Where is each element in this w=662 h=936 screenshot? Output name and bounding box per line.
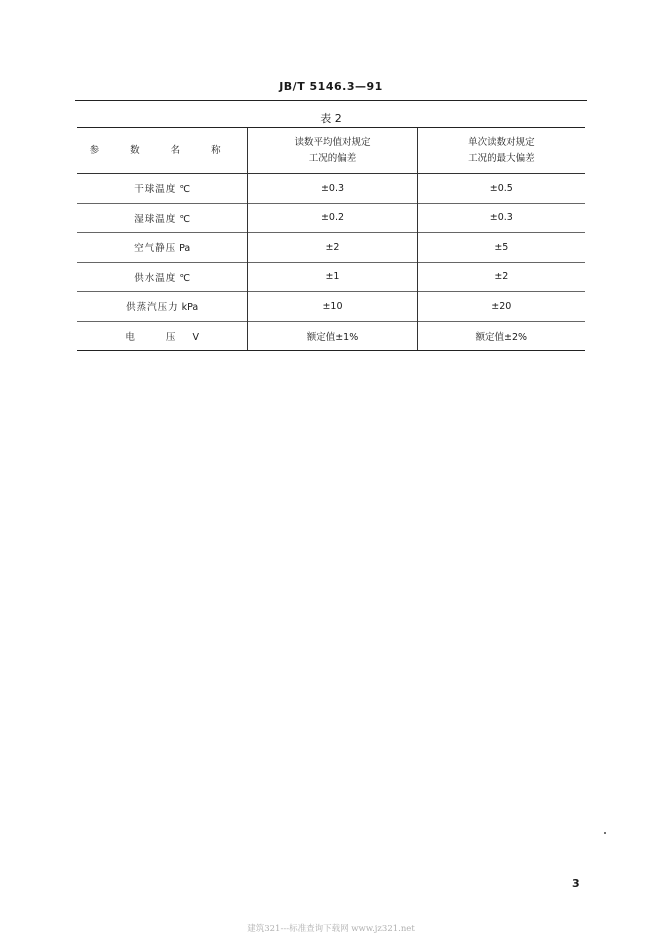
column-header-max-line-2: 工况的最大偏差 (468, 152, 535, 164)
document-header: JB/T 5146.3—91 (279, 80, 383, 93)
parameter-name: 供水温度 (134, 272, 177, 284)
max-deviation-cell: ±0.3 (417, 203, 585, 233)
average-deviation-cell: ±2 (248, 233, 417, 263)
average-deviation-cell: ±0.3 (248, 174, 417, 204)
max-deviation-cell: ±2 (417, 262, 585, 292)
table-row (77, 174, 585, 204)
max-deviation-cell: ±0.5 (417, 174, 585, 204)
parameter-unit: V (192, 331, 199, 343)
parameter-cell (77, 292, 248, 322)
header-rule (75, 100, 587, 101)
parameter-unit: ℃ (179, 213, 191, 225)
average-deviation-cell: ±0.2 (248, 203, 417, 233)
parameter-name: 湿球温度 (134, 213, 177, 225)
table-row (77, 262, 585, 292)
table-header-row (77, 128, 585, 174)
table-caption: 表 2 (320, 112, 342, 125)
parameter-cell (77, 321, 248, 351)
watermark: 建筑321---标准查询下载网 www.jz321.net (247, 924, 415, 934)
column-header-average-line-2: 工况的偏差 (308, 152, 357, 164)
parameter-cell (77, 262, 248, 292)
table-row (77, 321, 585, 351)
table-row (77, 233, 585, 263)
parameter-unit: kPa (181, 302, 199, 314)
parameter-cell (77, 174, 248, 204)
parameter-unit: ℃ (179, 184, 191, 196)
max-deviation-cell: ±5 (417, 233, 585, 263)
column-header-average-deviation (248, 128, 417, 174)
column-header-parameter (77, 128, 248, 174)
parameter-name: 电 压 (125, 331, 190, 343)
table-row (77, 203, 585, 233)
average-deviation-cell: 额定值±1% (248, 321, 417, 351)
average-deviation-cell: ±1 (248, 262, 417, 292)
page-number: 3 (572, 877, 580, 890)
parameter-cell (77, 203, 248, 233)
column-header-max-deviation (417, 128, 585, 174)
parameter-name: 空气静压 (134, 243, 177, 255)
parameter-unit: Pa (179, 243, 191, 255)
column-header-average-line-1: 读数平均值对规定 (294, 136, 371, 148)
parameter-name: 干球温度 (134, 184, 177, 196)
max-deviation-cell: ±20 (417, 292, 585, 322)
parameter-name: 供蒸汽压力 (126, 302, 179, 314)
average-deviation-cell: ±10 (248, 292, 417, 322)
max-deviation-cell: 额定值±2% (417, 321, 585, 351)
column-header-parameter-label: 参 数 名 称 (89, 144, 235, 156)
parameter-cell (77, 233, 248, 263)
table-row (77, 292, 585, 322)
column-header-max-line-1: 单次读数对规定 (468, 136, 535, 148)
parameter-unit: ℃ (179, 272, 191, 284)
scan-speck (604, 832, 606, 834)
deviation-table (77, 127, 585, 351)
